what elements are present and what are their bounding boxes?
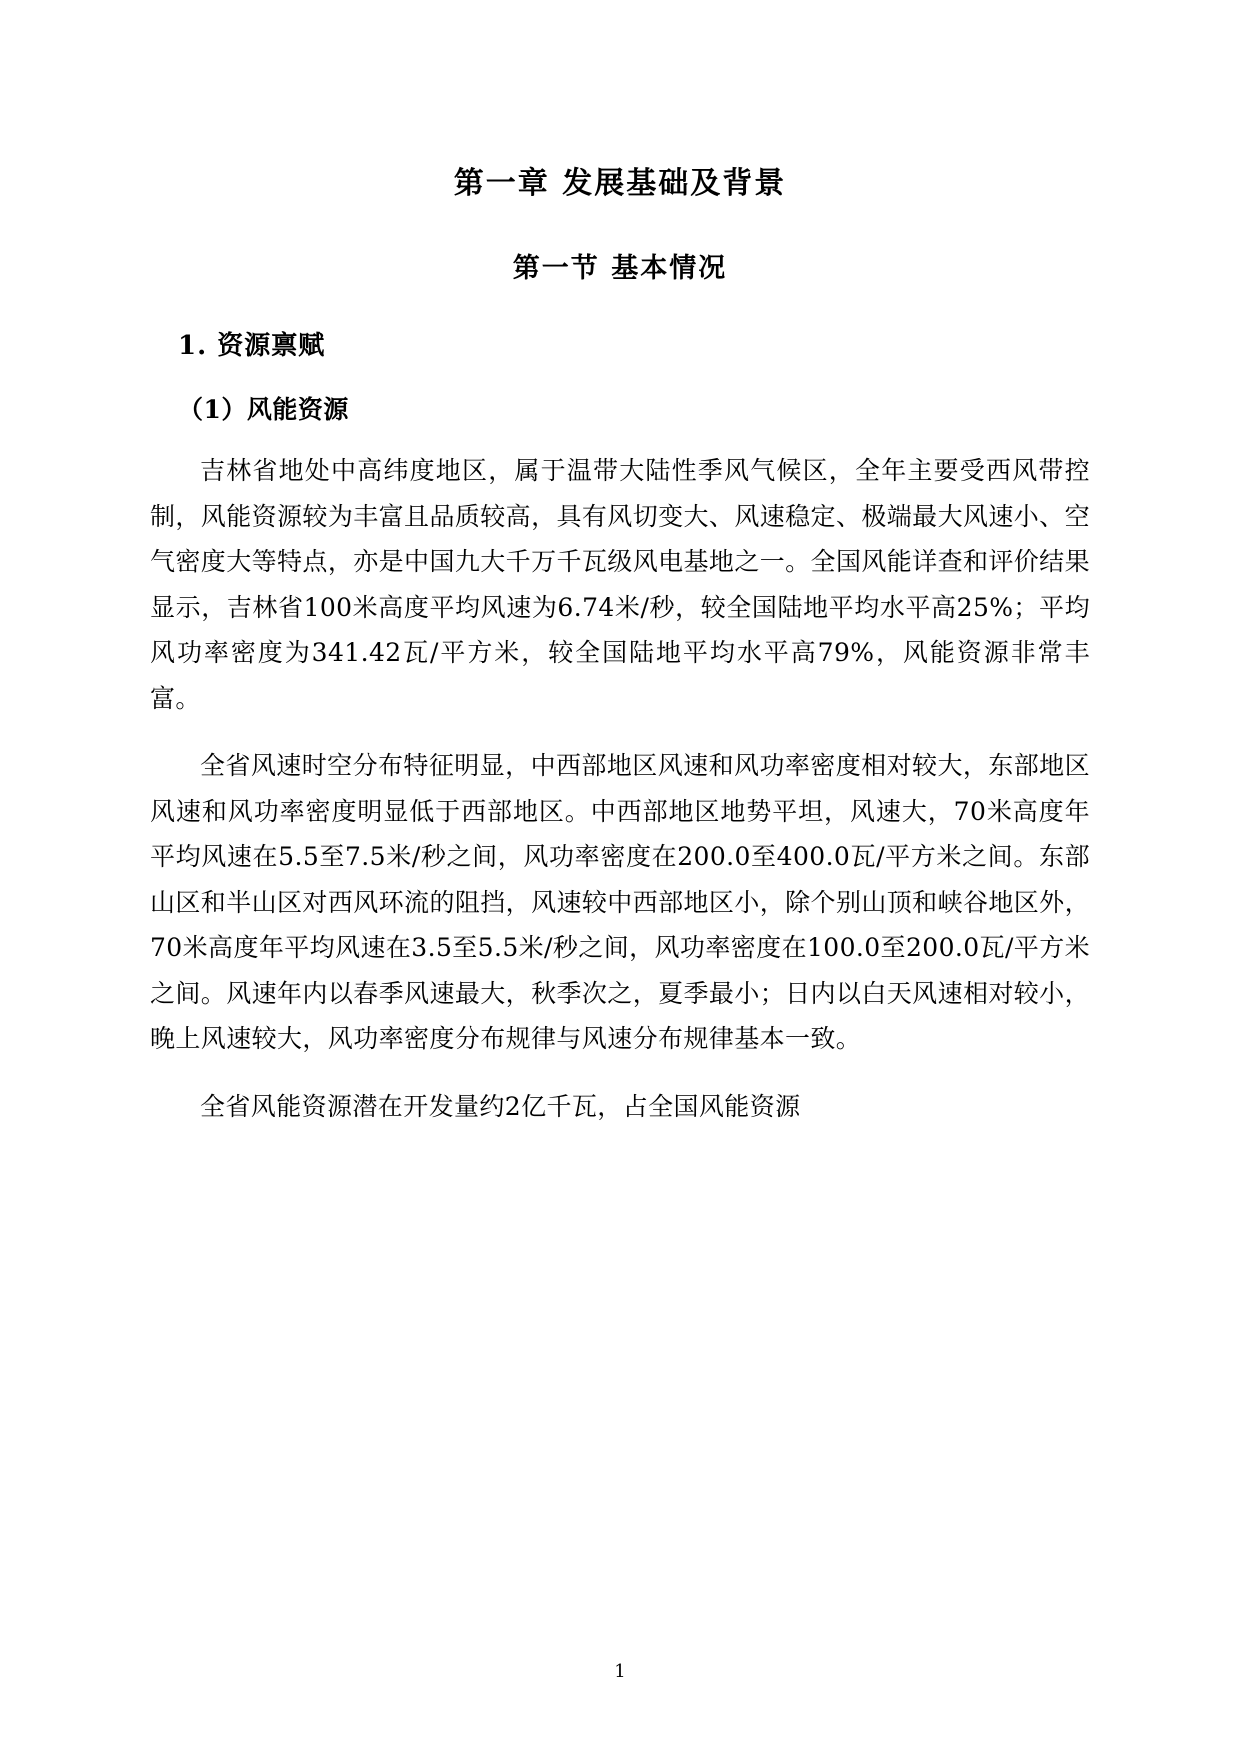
chapter-title: 第一章 发展基础及背景 <box>453 166 787 201</box>
body-paragraph: 全省风能资源潜在开发量约2亿千瓦，占全国风能资源 <box>200 1091 801 1121</box>
section-title: 第一节 基本情况 <box>512 253 728 284</box>
item-title: （1）风能资源 <box>178 395 349 424</box>
subsection-title: 1. 资源禀赋 <box>178 331 326 361</box>
body-paragraph: 全省风速时空分布特征明显，中西部地区风速和风功率密度相对较大，东部地区风速和风功率密度明显低于西部地区。中西部地区地势平坦，风速大，70米高度年平均风速在5.5至7.5米/秒之间，风功率密度在200.0至400.0瓦/平方米之间。东部山区和半山区对西风环流的阻挡，风速较中西部地区小，除个别山顶和峡谷地区外，70米高度年平均风速在3.5至5.5米/秒之间，风功率密度在100.0至200.0瓦/平方米之间。风速年内以春季风速最大，秋季次之，夏季最小；日内以白天风速相对较小，晚上风速较大，风功率密度分布规律与风速分布规律基本一致。 <box>150 751 1090 1053</box>
body-paragraph: 吉林省地处中高纬度地区，属于温带大陆性季风气候区，全年主要受西风带控制，风能资源较为丰富且品质较高，具有风切变大、风速稳定、极端最大风速小、空气密度大等特点，亦是中国九大千万千瓦级风电基地之一。全国风能详查和评价结果显示，吉林省100米高度平均风速为6.74米/秒，较全国陆地平均水平高25%；平均风功率密度为341.42瓦/平方米，较全国陆地平均水平高79%，风能资源非常丰富。 <box>150 456 1090 713</box>
page-number: 1 <box>614 1661 626 1682</box>
